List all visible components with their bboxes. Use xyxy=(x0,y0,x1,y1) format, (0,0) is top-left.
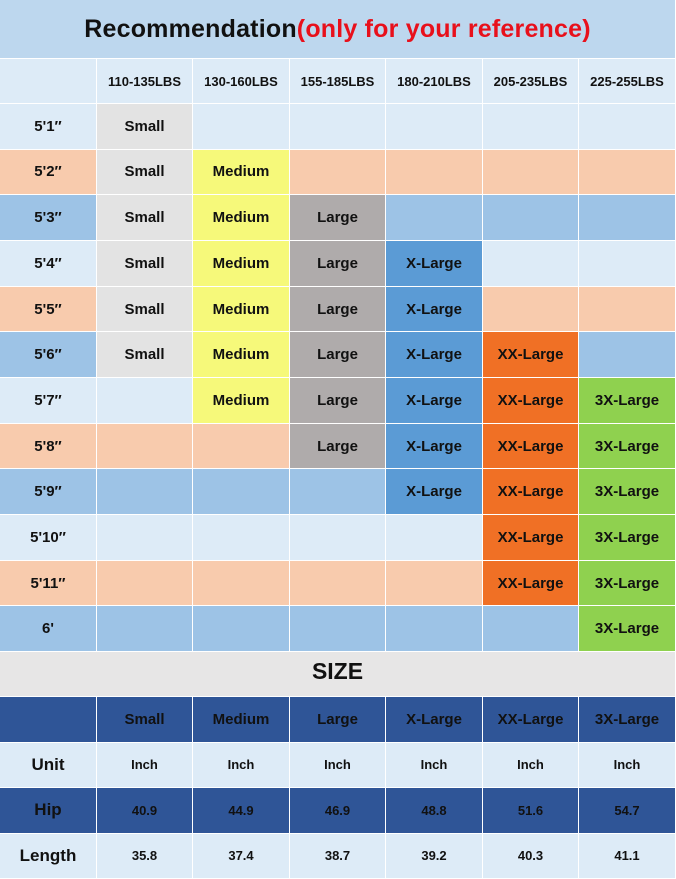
size-cell: 3X-Large xyxy=(579,469,676,515)
empty-cell xyxy=(193,606,290,652)
measure-value: 38.7 xyxy=(290,834,386,879)
size-cell: Large xyxy=(290,332,386,378)
measure-value: Inch xyxy=(193,743,290,789)
empty-cell xyxy=(97,515,193,561)
size-cell: X-Large xyxy=(386,287,483,333)
empty-cell xyxy=(483,195,579,241)
empty-cell xyxy=(579,287,676,333)
weight-column-header: 155-185LBS xyxy=(290,59,386,104)
empty-cell xyxy=(290,606,386,652)
height-label: 5'4″ xyxy=(0,241,97,287)
measure-value: Inch xyxy=(386,743,483,789)
height-label: 5'5″ xyxy=(0,287,97,333)
empty-cell xyxy=(290,469,386,515)
empty-cell xyxy=(290,561,386,607)
size-cell: 3X-Large xyxy=(579,515,676,561)
size-cell: Large xyxy=(290,424,386,470)
size-cell: XX-Large xyxy=(483,424,579,470)
size-cell: X-Large xyxy=(386,378,483,424)
height-label: 5'10″ xyxy=(0,515,97,561)
empty-cell xyxy=(97,561,193,607)
size-cell: Small xyxy=(97,287,193,333)
measure-size-header: Medium xyxy=(193,697,290,743)
empty-cell xyxy=(579,104,676,150)
height-label: 5'1″ xyxy=(0,104,97,150)
empty-cell xyxy=(290,150,386,196)
size-cell: XX-Large xyxy=(483,378,579,424)
height-label: 5'9″ xyxy=(0,469,97,515)
size-cell: Medium xyxy=(193,378,290,424)
measure-size-header: Small xyxy=(97,697,193,743)
measure-row-label: Hip xyxy=(0,788,97,834)
empty-cell xyxy=(579,241,676,287)
measure-value: 54.7 xyxy=(579,788,676,834)
size-cell: Medium xyxy=(193,287,290,333)
empty-cell xyxy=(290,104,386,150)
weight-column-header: 205-235LBS xyxy=(483,59,579,104)
empty-cell xyxy=(386,515,483,561)
size-cell: 3X-Large xyxy=(579,378,676,424)
size-cell: Medium xyxy=(193,150,290,196)
empty-cell xyxy=(97,469,193,515)
empty-cell xyxy=(97,378,193,424)
measure-value: Inch xyxy=(579,743,676,789)
measure-value: 37.4 xyxy=(193,834,290,879)
size-cell: Large xyxy=(290,241,386,287)
size-cell: Small xyxy=(97,241,193,287)
empty-cell xyxy=(579,195,676,241)
size-cell: Medium xyxy=(193,241,290,287)
size-cell: Small xyxy=(97,332,193,378)
measure-size-header: 3X-Large xyxy=(579,697,676,743)
header-corner xyxy=(0,59,97,104)
size-cell: Large xyxy=(290,378,386,424)
empty-cell xyxy=(386,561,483,607)
measure-value: Inch xyxy=(290,743,386,789)
height-label: 5'6″ xyxy=(0,332,97,378)
height-label: 5'2″ xyxy=(0,150,97,196)
empty-cell xyxy=(483,241,579,287)
measure-value: 48.8 xyxy=(386,788,483,834)
empty-cell xyxy=(193,515,290,561)
empty-cell xyxy=(579,150,676,196)
height-label: 5'3″ xyxy=(0,195,97,241)
size-cell: XX-Large xyxy=(483,332,579,378)
size-cell: Large xyxy=(290,287,386,333)
measure-value: Inch xyxy=(97,743,193,789)
empty-cell xyxy=(193,424,290,470)
measure-size-header: XX-Large xyxy=(483,697,579,743)
size-cell: 3X-Large xyxy=(579,606,676,652)
size-cell: XX-Large xyxy=(483,469,579,515)
size-cell: XX-Large xyxy=(483,561,579,607)
measure-value: 44.9 xyxy=(193,788,290,834)
size-cell: XX-Large xyxy=(483,515,579,561)
measure-value: 51.6 xyxy=(483,788,579,834)
size-cell: Medium xyxy=(193,195,290,241)
measure-size-header: X-Large xyxy=(386,697,483,743)
empty-cell xyxy=(483,150,579,196)
size-cell: X-Large xyxy=(386,241,483,287)
empty-cell xyxy=(483,287,579,333)
weight-column-header: 110-135LBS xyxy=(97,59,193,104)
height-label: 5'7″ xyxy=(0,378,97,424)
empty-cell xyxy=(483,606,579,652)
size-cell: Small xyxy=(97,104,193,150)
empty-cell xyxy=(386,150,483,196)
empty-cell xyxy=(386,606,483,652)
empty-cell xyxy=(386,104,483,150)
measure-value: 46.9 xyxy=(290,788,386,834)
measure-row-label: Unit xyxy=(0,743,97,789)
empty-cell xyxy=(97,424,193,470)
size-cell: Large xyxy=(290,195,386,241)
size-cell: Small xyxy=(97,195,193,241)
size-cell: 3X-Large xyxy=(579,424,676,470)
measure-value: 41.1 xyxy=(579,834,676,879)
empty-cell xyxy=(579,332,676,378)
empty-cell xyxy=(193,104,290,150)
measure-size-header: Large xyxy=(290,697,386,743)
measure-value: 39.2 xyxy=(386,834,483,879)
empty-cell xyxy=(483,104,579,150)
empty-cell xyxy=(193,469,290,515)
empty-cell xyxy=(386,195,483,241)
size-cell: X-Large xyxy=(386,424,483,470)
size-cell: Small xyxy=(97,150,193,196)
size-cell: 3X-Large xyxy=(579,561,676,607)
measure-value: 40.9 xyxy=(97,788,193,834)
weight-column-header: 225-255LBS xyxy=(579,59,676,104)
recommendation-title xyxy=(0,0,676,59)
title-note: (only for your reference) xyxy=(296,14,591,43)
weight-column-header: 130-160LBS xyxy=(193,59,290,104)
weight-column-header: 180-210LBS xyxy=(386,59,483,104)
size-cell: Medium xyxy=(193,332,290,378)
size-cell: X-Large xyxy=(386,469,483,515)
height-label: 5'11″ xyxy=(0,561,97,607)
size-cell: X-Large xyxy=(386,332,483,378)
empty-cell xyxy=(97,606,193,652)
measure-value: 35.8 xyxy=(97,834,193,879)
empty-cell xyxy=(193,561,290,607)
height-label: 5'8″ xyxy=(0,424,97,470)
measure-row-label: Length xyxy=(0,834,97,879)
measure-value: 40.3 xyxy=(483,834,579,879)
size-section-title: SIZE xyxy=(0,647,676,697)
empty-cell xyxy=(290,515,386,561)
measure-value: Inch xyxy=(483,743,579,789)
title-main: Recommendation xyxy=(84,14,297,43)
measure-header-corner xyxy=(0,697,97,743)
height-label: 6' xyxy=(0,606,97,652)
